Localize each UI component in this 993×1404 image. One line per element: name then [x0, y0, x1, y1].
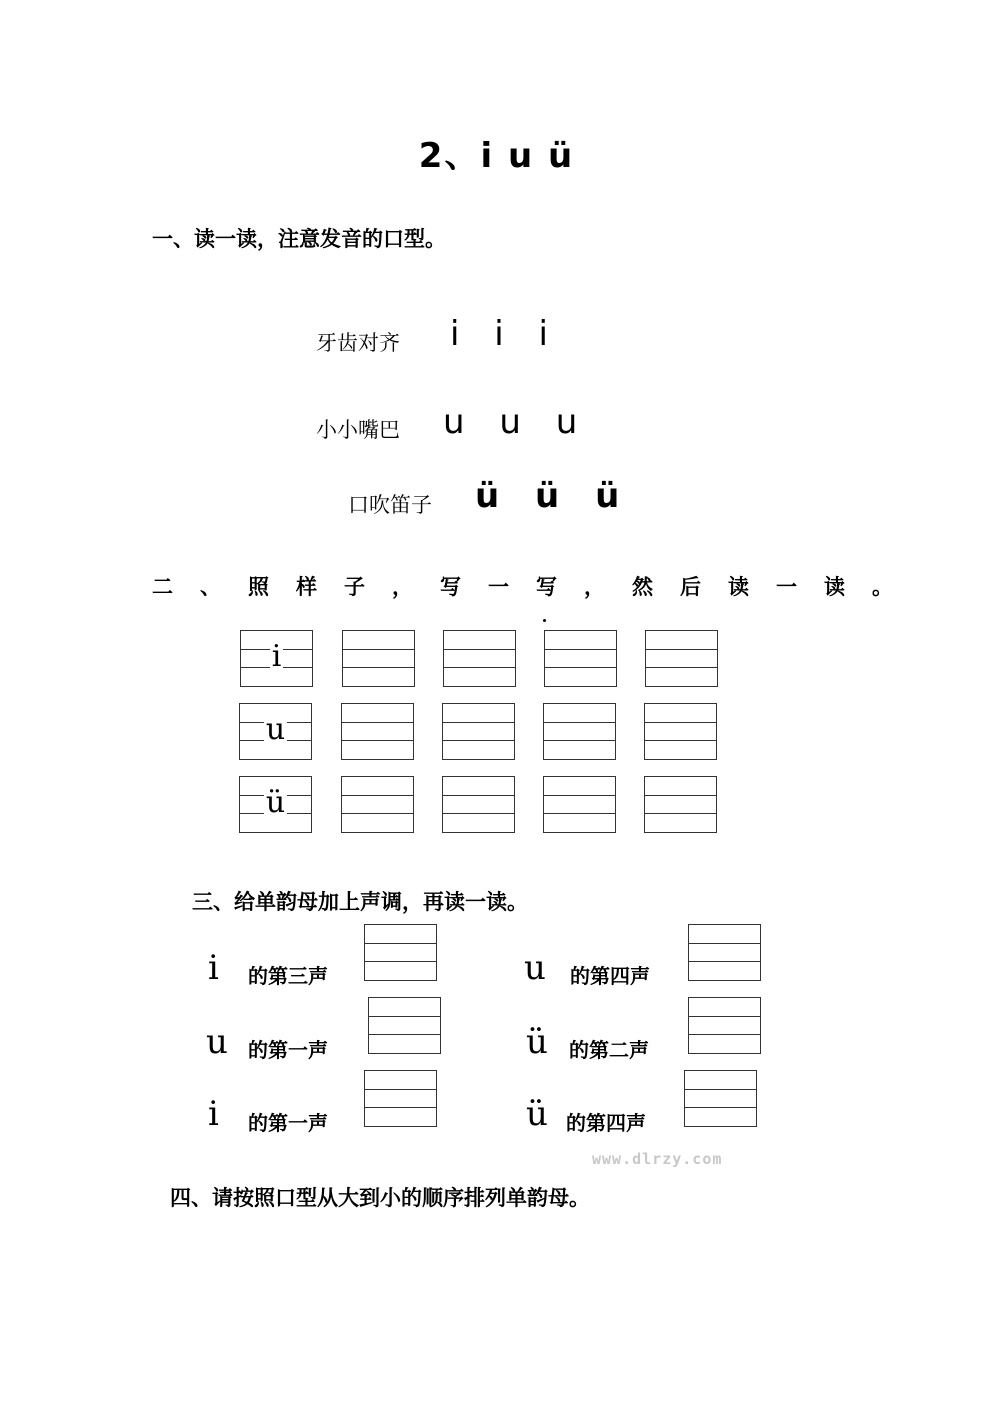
tone-text: 的第四声	[570, 964, 650, 988]
section1-heading: 一、读一读，注意发音的口型。	[152, 226, 446, 251]
example-letter-i: i	[271, 639, 282, 674]
row1-label: 牙齿对齐	[316, 331, 400, 355]
tone-letter: u	[524, 948, 546, 988]
row3-label: 口吹笛子	[348, 493, 432, 517]
tone-text: 的第三声	[248, 964, 328, 988]
tone-box[interactable]	[688, 924, 761, 981]
stray-dot	[543, 619, 546, 622]
row2-label: 小小嘴巴	[316, 418, 400, 442]
example-box-v	[239, 776, 312, 833]
section4-heading: 四、请按照口型从大到小的顺序排列单韵母。	[170, 1185, 590, 1210]
write-box[interactable]	[544, 630, 617, 687]
tone-box[interactable]	[364, 1070, 437, 1127]
write-box[interactable]	[543, 703, 616, 760]
tone-letter: u	[206, 1022, 228, 1062]
tone-letter: ü	[526, 1022, 548, 1062]
tone-text: 的第一声	[248, 1111, 328, 1135]
tone-box[interactable]	[368, 997, 441, 1054]
watermark: www.dlrzy.com	[592, 1150, 723, 1168]
write-box[interactable]	[443, 630, 516, 687]
row2-letters: u u u	[443, 402, 590, 442]
section2-heading: 二、照样子，写一写，然后读一读。	[152, 574, 920, 599]
tone-letter: i	[208, 1094, 219, 1134]
example-box-u	[239, 703, 312, 760]
section3-heading: 三、给单韵母加上声调，再读一读。	[192, 889, 528, 914]
tone-text: 的第二声	[569, 1038, 649, 1062]
row3-letters: ü ü ü	[475, 476, 632, 516]
example-letter-u: u	[265, 712, 286, 747]
write-box[interactable]	[645, 630, 718, 687]
tone-box[interactable]	[684, 1070, 757, 1127]
page-title: 2、i u ü	[418, 136, 575, 176]
example-letter-v: ü	[265, 785, 286, 820]
write-box[interactable]	[543, 776, 616, 833]
tone-box[interactable]	[688, 997, 761, 1054]
write-box[interactable]	[341, 776, 414, 833]
write-box[interactable]	[442, 776, 515, 833]
write-box[interactable]	[342, 630, 415, 687]
row1-letters: i i i	[450, 314, 560, 354]
example-box-i	[240, 630, 313, 687]
write-box[interactable]	[644, 776, 717, 833]
write-box[interactable]	[442, 703, 515, 760]
write-box[interactable]	[644, 703, 717, 760]
tone-text: 的第四声	[566, 1111, 646, 1135]
tone-text: 的第一声	[248, 1038, 328, 1062]
tone-box[interactable]	[364, 924, 437, 981]
tone-letter: i	[208, 948, 219, 988]
write-box[interactable]	[341, 703, 414, 760]
tone-letter: ü	[526, 1094, 548, 1134]
